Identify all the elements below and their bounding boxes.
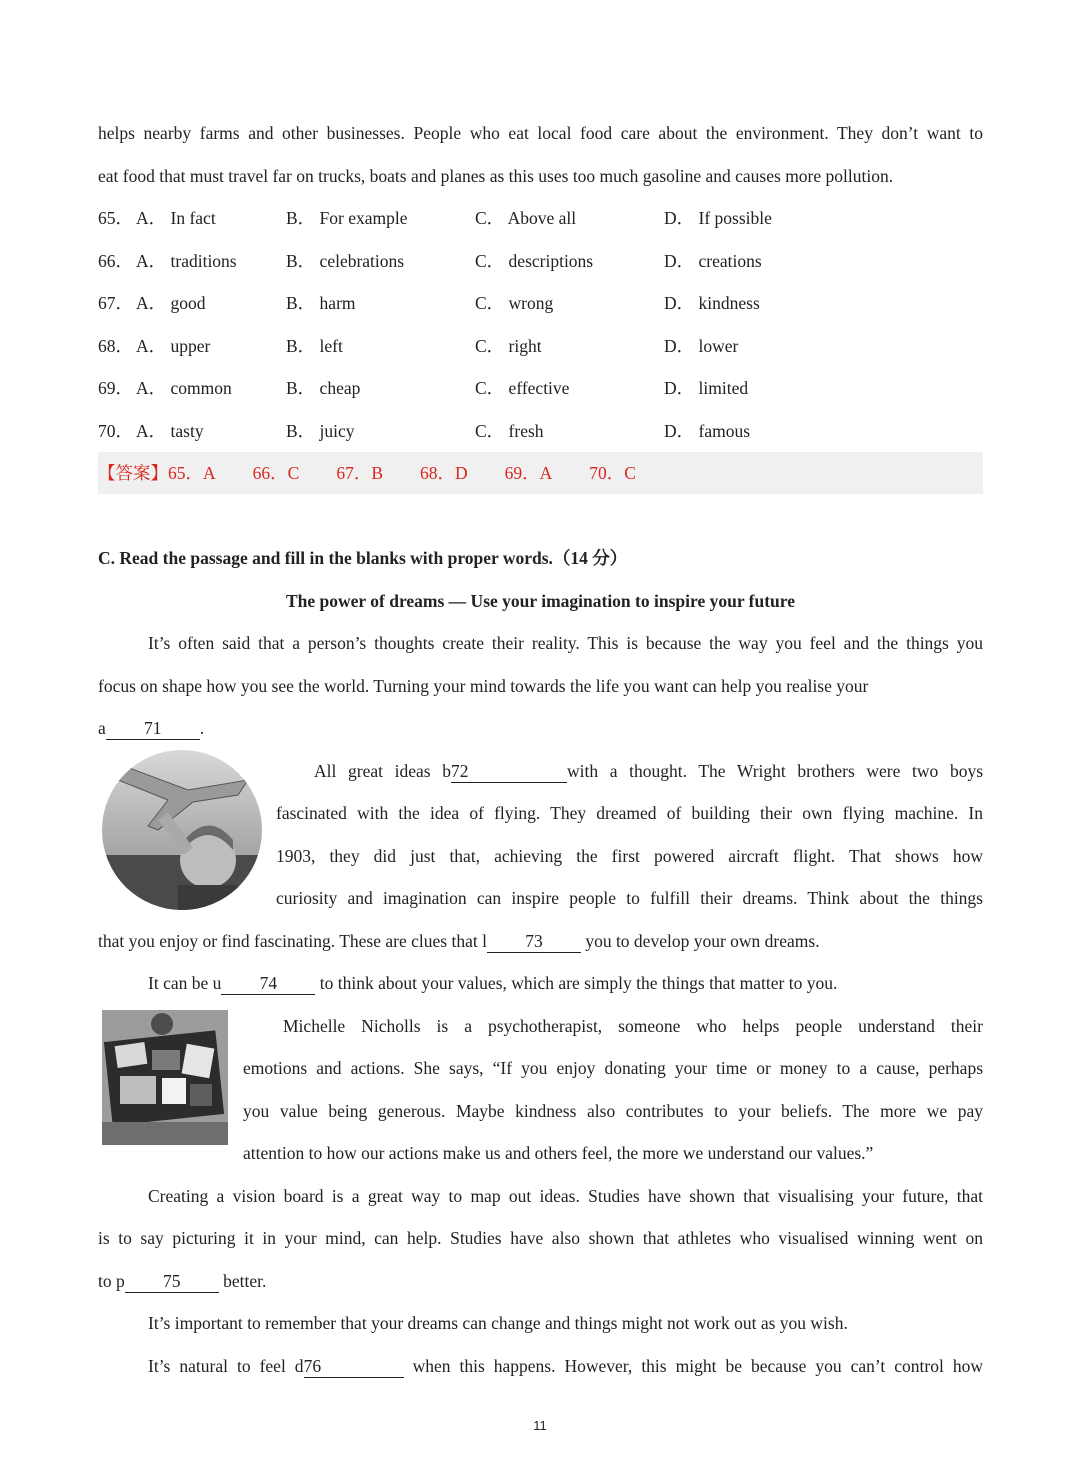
blank-76[interactable]: 76	[304, 1355, 404, 1378]
paragraph-4-line-4: attention to how our actions make us and others feel, the more we understand our values.”	[243, 1143, 874, 1163]
paragraph-2-line-4: curiosity and imagination can inspire people to fulfill their dreams. Think about the things	[276, 888, 983, 908]
question-68: 68． A． upper B． left C． right D． lower	[98, 325, 983, 368]
option-d: D． famous	[664, 420, 751, 441]
option-b: B． celebrations	[286, 250, 405, 271]
paragraph-2	[98, 750, 983, 920]
section-heading: C. Read the passage and fill in the blanks with proper words.（14 分）	[98, 548, 628, 568]
option-d: D． If possible	[664, 208, 772, 228]
option-b: B． harm	[286, 293, 356, 313]
blank-75[interactable]: 75	[125, 1270, 219, 1293]
option-d: D． lower	[664, 335, 739, 356]
passage-title: The power of dreams — Use your imagination to inspire your future	[286, 590, 795, 611]
paragraph-4-line-3: you value being generous. Maybe kindness also contributes to your beliefs. The more we pay	[243, 1100, 983, 1121]
paragraph-7: It’s natural to feel d76 when this happens. However, this might be because you can’t control how	[148, 1355, 983, 1376]
intro-line-2: eat food that must travel far on trucks, boats and planes as this uses too much gasoline and causes more pollution.	[98, 165, 894, 186]
option-d: D． limited	[664, 378, 749, 398]
question-66: 66． A． traditions B． celebrations C． descriptions D． creations	[98, 240, 983, 283]
paragraph-2-line-2: fascinated with the idea of flying. They dreamed of building their own flying machine. In	[276, 803, 983, 823]
paragraph-5-line-1: Creating a vision board is a great way to map out ideas. Studies have shown that visualising your future, that	[148, 1185, 983, 1206]
option-b: B． cheap	[286, 378, 361, 398]
answer-item: 66．C	[252, 463, 300, 483]
option-c: C． wrong	[475, 293, 554, 313]
option-d: D． kindness	[664, 293, 760, 313]
boy-with-toy-plane-photo	[98, 750, 266, 910]
option-c: C． fresh	[475, 420, 544, 441]
paragraph-1-line-3: a 71 .	[98, 718, 205, 738]
option-b: B． For example	[286, 208, 408, 228]
paragraph-1-line-1: It’s often said that a person’s thoughts create their reality. This is because the way you feel and the things you	[148, 633, 983, 653]
question-70: 70． A． tasty B． juicy C． fresh D． famous	[98, 410, 983, 453]
blank-72[interactable]: 72	[451, 760, 567, 783]
option-a: A． traditions	[136, 250, 237, 271]
option-a: A． tasty	[136, 420, 204, 441]
question-list	[98, 197, 983, 452]
paragraph-6: It’s important to remember that your dreams can change and things might not work out as you wish.	[148, 1313, 848, 1333]
option-c: C． Above all	[475, 208, 577, 228]
paragraph-4-line-1: Michelle Nicholls is a psychotherapist, someone who helps people understand their	[283, 1015, 983, 1036]
question-65: 65． A． In fact B． For example C． Above all D． If possible	[98, 197, 983, 240]
paragraph-3: It can be u 74 to think about your values, which are simply the things that matter to you.	[148, 973, 838, 993]
answer-item: 65．A	[168, 463, 216, 483]
paragraph-5-line-2: is to say picturing it in your mind, can help. Studies have also shown that athletes who visualised winning went on	[98, 1228, 983, 1248]
answer-key	[98, 452, 983, 494]
option-c: C． effective	[475, 378, 570, 398]
paragraph-2-line-5: that you enjoy or find fascinating. These are clues that l 73 you to develop your own dreams.	[98, 930, 820, 951]
page-number: 11	[533, 1418, 547, 1433]
paragraph-2-line-3: 1903, they did just that, achieving the first powered aircraft flight. That shows how	[276, 845, 983, 866]
paragraph-4-line-2: emotions and actions. She says, “If you enjoy donating your time or money to a cause, perhaps	[243, 1058, 983, 1078]
answer-label: 【答案】	[98, 463, 168, 483]
blank-71[interactable]: 71	[106, 717, 200, 740]
blank-73[interactable]: 73	[487, 930, 581, 953]
option-a: A． good	[136, 293, 206, 313]
paragraph-4	[98, 1005, 983, 1175]
option-b: B． left	[286, 335, 343, 356]
option-d: D． creations	[664, 250, 762, 271]
document-page	[98, 112, 983, 1387]
option-b: B． juicy	[286, 420, 355, 441]
answer-item: 70．C	[589, 463, 636, 483]
paragraph-5-line-3: to p 75 better.	[98, 1270, 267, 1291]
option-c: C． descriptions	[475, 250, 594, 271]
answer-item: 68．D	[420, 463, 468, 483]
option-a: A． In fact	[136, 208, 216, 228]
option-a: A． upper	[136, 335, 211, 356]
blank-74[interactable]: 74	[221, 972, 315, 995]
vision-board-photo	[102, 1010, 228, 1145]
paragraph-1-line-2: focus on shape how you see the world. Turning your mind towards the life you want can help you realise your	[98, 675, 869, 696]
option-c: C． right	[475, 335, 542, 356]
intro-line-1: helps nearby farms and other businesses. People who eat local food care about the environment. They don’t want to	[98, 123, 983, 143]
question-67: 67． A． good B． harm C． wrong D． kindness	[98, 282, 983, 325]
answer-item: 69．A	[504, 463, 553, 483]
option-a: A． common	[136, 378, 232, 398]
question-69: 69． A． common B． cheap C． effective D． limited	[98, 367, 983, 410]
paragraph-2-line-1: All great ideas b72 with a thought. The Wright brothers were two boys	[314, 760, 983, 781]
answer-item: 67．B	[336, 463, 384, 483]
